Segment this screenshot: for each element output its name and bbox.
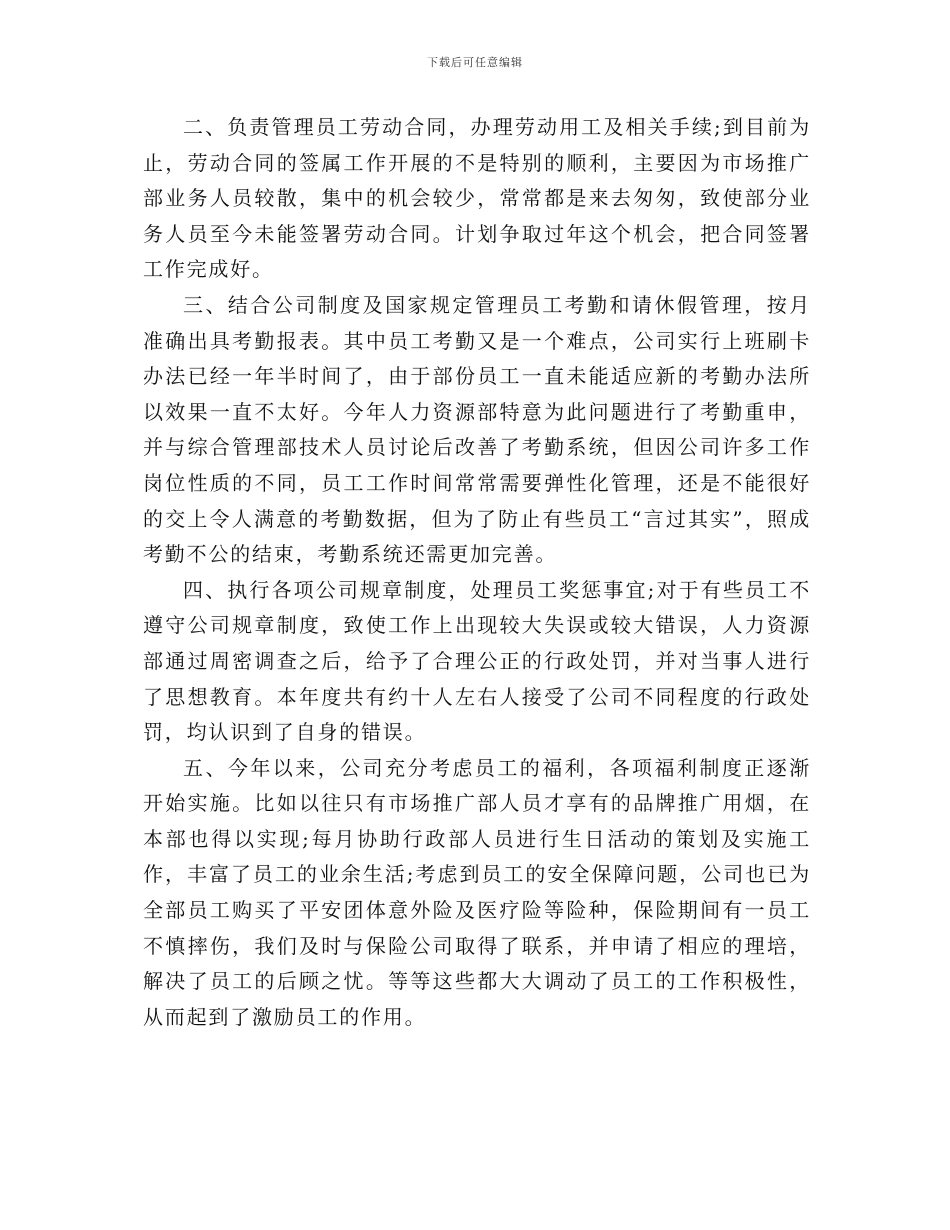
paragraph-attendance: 三、结合公司制度及国家规定管理员工考勤和请休假管理，按月准确出具考勤报表。其中员工考勤又是一个难点，公司实行上班刷卡办法已经一年半时间了，由于部份员工一直未能适应新的考勤办法所以效果一直不太好。今年人力资源部特意为此问题进行了考勤重申，并与综合管理部技术人员讨论后改善了考勤系统，但因公司许多工作岗位性质的不同，员工工作时间常常需要弹性化管理，还是不能很好的交上令人满意的考勤数据，但为了防止有些员工“言过其实”，照成考勤不公的结束，考勤系统还需更加完善。 (143, 292, 811, 567)
document-body (143, 110, 811, 1035)
paragraph-welfare: 五、今年以来，公司充分考虑员工的福利，各项福利制度正逐渐开始实施。比如以往只有市场推广部人员才享有的品牌推广用烟，在本部也得以实现;每月协助行政部人员进行生日活动的策划及实施工作，丰富了员工的业余生活;考虑到员工的安全保障问题，公司也已为全部员工购买了平安团体意外险及医疗险等险种，保险期间有一员工不慎摔伤，我们及时与保险公司取得了联系，并申请了相应的理培，解决了员工的后顾之忧。等等这些都大大调动了员工的工作积极性，从而起到了激励员工的作用。 (143, 755, 811, 1029)
paragraph-discipline: 四、执行各项公司规章制度，处理员工奖惩事宜;对于有些员工不遵守公司规章制度，致使工作上出现较大失误或较大错误，人力资源部通过周密调查之后，给予了合理公正的行政处罚，并对当事人进行了思想教育。本年度共有约十人左右人接受了公司不同程度的行政处罚，均认识到了自身的错误。 (143, 577, 811, 745)
header-note: 下载后可任意编辑 (427, 56, 523, 69)
paragraph-contract: 二、负责管理员工劳动合同，办理劳动用工及相关手续;到目前为止，劳动合同的签属工作开展的不是特别的顺利，主要因为市场推广部业务人员较散，集中的机会较少，常常都是来去匆匆，致使部分业务人员至今未能签署劳动合同。计划争取过年这个机会，把合同签署工作完成好。 (143, 115, 811, 282)
